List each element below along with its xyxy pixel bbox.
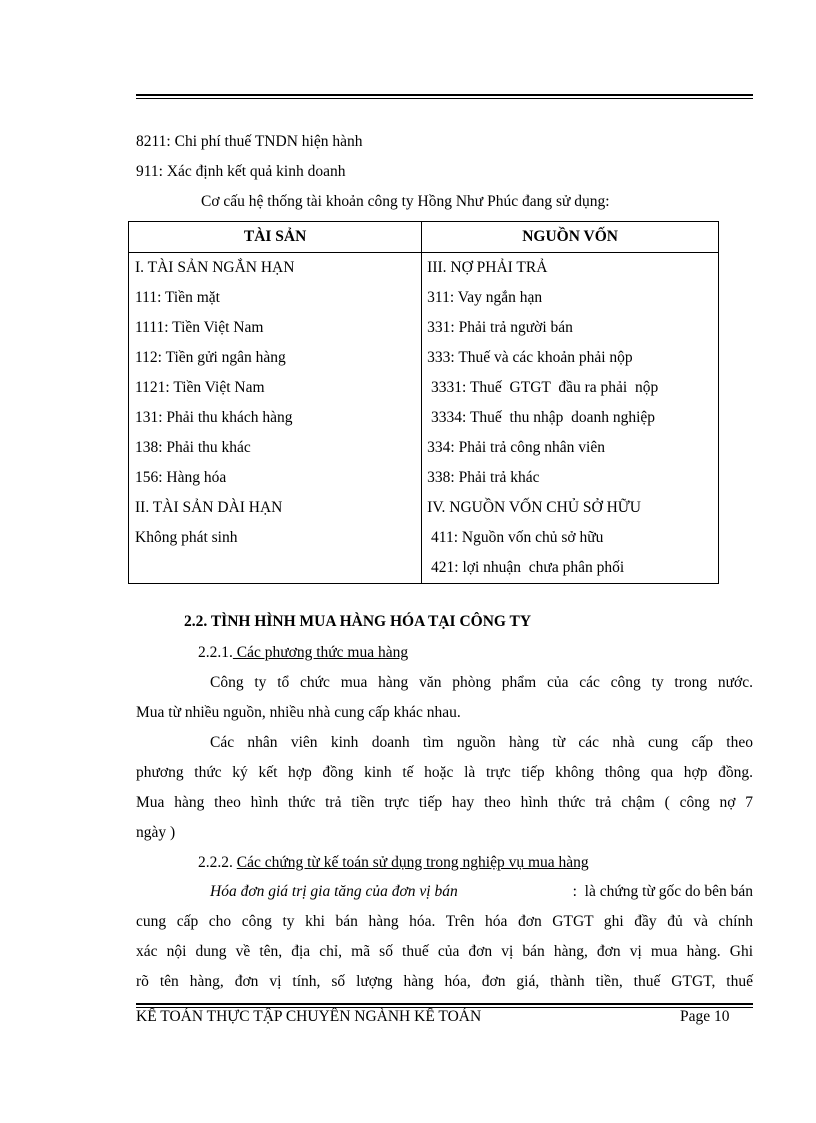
paragraph-2-line-3: Mua hàng theo hình thức trả tiền trực tiếp hay theo hình thức trả chậm ( công nợ 7 (136, 794, 753, 811)
assets-cell: 1121: Tiền Việt Nam (129, 373, 422, 403)
table-row (129, 463, 719, 493)
page-number: Page 10 (680, 1008, 730, 1025)
assets-cell: 138: Phải thu khác (129, 433, 422, 463)
assets-cell (129, 553, 422, 584)
assets-cell: 111: Tiền mặt (129, 283, 422, 313)
table-row (129, 343, 719, 373)
table-row (129, 253, 719, 284)
paragraph-1-line-1: Công ty tổ chức mua hàng văn phòng phẩm của các công ty trong nước. (210, 674, 753, 691)
paragraph-3-line-3: xác nội dung về tên, địa chỉ, mã số thuế của đơn vị bán hàng, đơn vị mua hàng. Ghi (136, 943, 753, 960)
invoice-term: Hóa đơn giá trị gia tăng của đơn vị bán (210, 883, 458, 900)
header-assets: TÀI SẢN (129, 222, 422, 253)
assets-cell: 156: Hàng hóa (129, 463, 422, 493)
header-capital-sources: NGUỒN VỐN (422, 222, 719, 253)
capital-cell: III. NỢ PHẢI TRẢ (422, 253, 719, 284)
account-structure-table (128, 221, 719, 584)
assets-cell: 131: Phải thu khách hàng (129, 403, 422, 433)
capital-cell: 334: Phải trả công nhân viên (422, 433, 719, 463)
capital-cell: 421: lợi nhuận chưa phân phối (422, 553, 719, 584)
capital-cell: 338: Phải trả khác (422, 463, 719, 493)
table-row (129, 373, 719, 403)
assets-cell: 1111: Tiền Việt Nam (129, 313, 422, 343)
capital-cell: 3334: Thuế thu nhập doanh nghiệp (422, 403, 719, 433)
table-row (129, 403, 719, 433)
assets-cell: II. TÀI SẢN DÀI HẠN (129, 493, 422, 523)
capital-cell: 333: Thuế và các khoản phải nộp (422, 343, 719, 373)
footer-title: KẾ TOÁN THỰC TẬP CHUYÊN NGÀNH KẾ TOÁN (136, 1008, 482, 1025)
capital-cell: 311: Vay ngắn hạn (422, 283, 719, 313)
assets-cell: I. TÀI SẢN NGẮN HẠN (129, 253, 422, 284)
assets-cell: Không phát sinh (129, 523, 422, 553)
capital-cell: 411: Nguồn vốn chủ sở hữu (422, 523, 719, 553)
capital-cell: IV. NGUỒN VỐN CHỦ SỞ HỮU (422, 493, 719, 523)
table-caption: Cơ cấu hệ thống tài khoản công ty Hồng Như Phúc đang sử dụng: (201, 193, 610, 210)
table-row (129, 313, 719, 343)
subsection-title: Các chứng từ kế toán sử dụng trong nghiệp vụ mua hàng (236, 854, 589, 871)
table-row (129, 493, 719, 523)
subsection-2-2-1 (198, 644, 408, 662)
capital-cell: 331: Phải trả người bán (422, 313, 719, 343)
invoice-definition: : là chứng từ gốc do bên bán (568, 883, 753, 900)
paragraph-2-line-2: phương thức ký kết hợp đồng kinh tế hoặc là trực tiếp không thông qua hợp đồng. (136, 764, 753, 781)
paragraph-2-line-1: Các nhân viên kinh doanh tìm nguồn hàng từ các nhà cung cấp theo (210, 734, 753, 751)
table-header-row (129, 222, 719, 253)
table-row (129, 433, 719, 463)
intro-line-911: 911: Xác định kết quả kinh doanh (136, 163, 346, 180)
assets-cell: 112: Tiền gửi ngân hàng (129, 343, 422, 373)
table-row (129, 553, 719, 584)
capital-cell: 3331: Thuế GTGT đầu ra phải nộp (422, 373, 719, 403)
paragraph-3-line-1 (210, 883, 753, 901)
paragraph-3-line-2: cung cấp cho công ty khi bán hàng hóa. Trên hóa đơn GTGT ghi đầy đủ và chính (136, 913, 753, 930)
subsection-2-2-2 (198, 854, 589, 872)
paragraph-3-line-4: rõ tên hàng, đơn vị tính, số lượng hàng hóa, đơn giá, thành tiền, thuế GTGT, thuế (136, 973, 753, 990)
intro-line-8211: 8211: Chi phí thuế TNDN hiện hành (136, 133, 363, 150)
table-row (129, 283, 719, 313)
subsection-number: 2.2.1. (198, 644, 233, 661)
section-heading: 2.2. TÌNH HÌNH MUA HÀNG HÓA TẠI CÔNG TY (184, 613, 532, 630)
subsection-title: Các phương thức mua hàng (232, 644, 409, 661)
header-rule (136, 94, 753, 99)
paragraph-2-line-4: ngày ) (136, 824, 176, 841)
table-row (129, 523, 719, 553)
subsection-number: 2.2.2. (198, 854, 233, 871)
paragraph-1-line-2: Mua từ nhiều nguồn, nhiều nhà cung cấp khác nhau. (136, 704, 461, 721)
